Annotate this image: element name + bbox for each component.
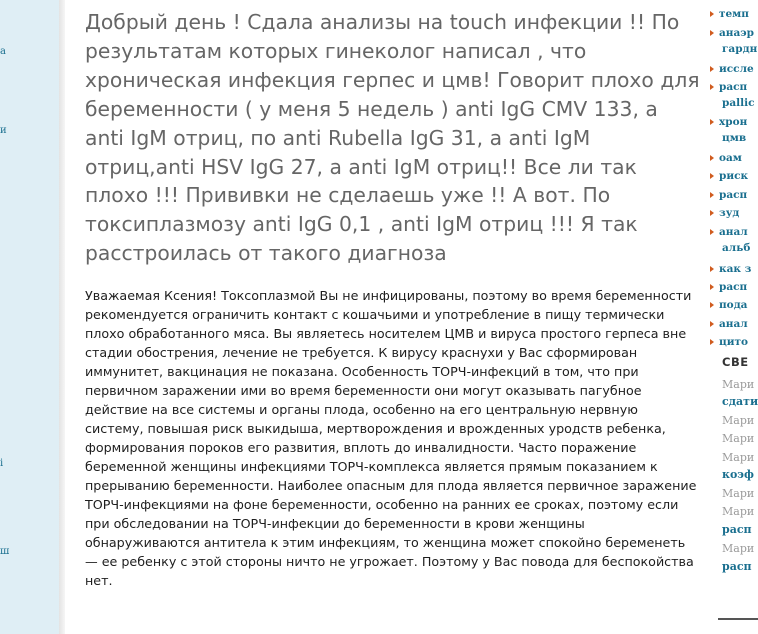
left-sidebar-fragment[interactable]: и bbox=[0, 125, 7, 136]
answer-text: Уважаемая Ксения! Токсоплазмой Вы не инфицированы, поэтому во время беременности рекомендуется ограничить контакт с кошачьими и употребление в пищу термически плохо обработанного мяса. Вы являетесь носителем ЦМВ и вируса простого герпеса вне стадии обострения, лечение не требуется. К вирусу краснухи у Вас сформирован иммунитет, вакцинация не показана. Особенность ТОРЧ-инфекций в том, что при первичном заражении ими во время беременности они могут оказывать пагубное действие на все системы и органы плода, особенно на его центральную нервную систему, повышая риск выкидыша, мертворождения и врожденных уродств ребенка, формирования пороков его развития, вплоть до инвалидности. Часто поражение беременной женщины инфекциями ТОРЧ-комплекса является прямым показанием к прерыванию беременности. Наиболее опасным для плода является первичное заражение ТОРЧ-инфекциями на фоне беременности, особенно на ранних ее сроках, поэтому если при обследовании на ТОРЧ-инфекции до беременности в крови женщины обнаруживаются антитела к этим инфекциям, то женщина может спокойно беременеть — ее ребенку с этой стороны ничто не угрожает. Поэтому у Вас повода для беспокойства нет. bbox=[85, 288, 697, 589]
sidebar-link[interactable]: хрон цмв bbox=[710, 116, 747, 128]
sidebar-link[interactable]: цито bbox=[710, 336, 748, 348]
sidebar-link[interactable]: анаэр гардн bbox=[710, 27, 754, 39]
left-sidebar-fragment[interactable]: ш bbox=[0, 546, 10, 557]
left-sidebar-fragment[interactable]: і bbox=[0, 458, 4, 469]
recent-author[interactable]: Мари bbox=[722, 378, 755, 391]
recent-link[interactable]: расп bbox=[722, 523, 752, 536]
arrow-bullet-icon bbox=[710, 66, 714, 72]
arrow-bullet-icon bbox=[710, 339, 714, 345]
sidebar-link[interactable]: анал альб bbox=[710, 226, 748, 238]
sidebar-link[interactable]: иссле bbox=[710, 63, 754, 75]
arrow-bullet-icon bbox=[710, 266, 714, 272]
sidebar-link[interactable]: расп bbox=[710, 189, 747, 201]
recent-author[interactable]: Мари bbox=[722, 542, 755, 555]
arrow-bullet-icon bbox=[710, 284, 714, 290]
question-text: Добрый день ! Сдала анализы на touch инфекции !! По результатам которых гинеколог написал , что хроническая инфекция герпес и цмв! Говорит плохо для беременности ( у меня 5 недель ) anti IgG CMV 133, а anti IgM отриц, по anti Rubella IgG 31, а anti IgM отриц,anti HSV IgG 27, а anti IgM отриц!! Все ли так плохо !!! Прививки не сделаешь уже !! А вот. По токсиплазмозу anti IgG 0,1 , anti IgM отриц !!! Я так расстроилась от такого диагноза bbox=[85, 10, 700, 266]
left-sidebar-fragment[interactable]: а bbox=[0, 46, 6, 57]
arrow-bullet-icon bbox=[710, 84, 714, 90]
recent-link[interactable]: сдати bbox=[722, 395, 758, 408]
recent-link[interactable]: коэф bbox=[722, 468, 754, 481]
arrow-bullet-icon bbox=[710, 302, 714, 308]
arrow-bullet-icon bbox=[710, 30, 714, 36]
arrow-bullet-icon bbox=[710, 321, 714, 327]
sidebar-link[interactable]: как з bbox=[710, 263, 751, 275]
sidebar-link[interactable]: расп bbox=[710, 281, 747, 293]
recent-author[interactable]: Мари bbox=[722, 414, 755, 427]
sidebar-section-title: СВЕ bbox=[722, 355, 749, 369]
sidebar-link[interactable]: темп bbox=[710, 8, 749, 20]
sidebar-link[interactable]: пода bbox=[710, 299, 748, 311]
left-sidebar bbox=[0, 0, 59, 634]
arrow-bullet-icon bbox=[710, 210, 714, 216]
sidebar-link[interactable]: зуд bbox=[710, 207, 739, 219]
sidebar-link[interactable]: анал bbox=[710, 318, 748, 330]
sidebar-link[interactable]: риск bbox=[710, 170, 748, 182]
recent-author[interactable]: Мари bbox=[722, 487, 755, 500]
arrow-bullet-icon bbox=[710, 229, 714, 235]
arrow-bullet-icon bbox=[710, 192, 714, 198]
sidebar-link[interactable]: расп pallic bbox=[710, 81, 747, 93]
recent-link[interactable]: расп bbox=[722, 560, 752, 573]
right-sidebar bbox=[710, 0, 758, 634]
arrow-bullet-icon bbox=[710, 155, 714, 161]
recent-author[interactable]: Мари bbox=[722, 505, 755, 518]
arrow-bullet-icon bbox=[710, 173, 714, 179]
main-content bbox=[85, 8, 700, 590]
sidebar-link[interactable]: оам bbox=[710, 152, 742, 164]
arrow-bullet-icon bbox=[710, 11, 714, 17]
sidebar-divider bbox=[718, 618, 758, 620]
arrow-bullet-icon bbox=[710, 119, 714, 125]
recent-author[interactable]: Мари bbox=[722, 451, 755, 464]
left-sidebar-shadow bbox=[59, 0, 65, 634]
recent-author[interactable]: Мари bbox=[722, 432, 755, 445]
